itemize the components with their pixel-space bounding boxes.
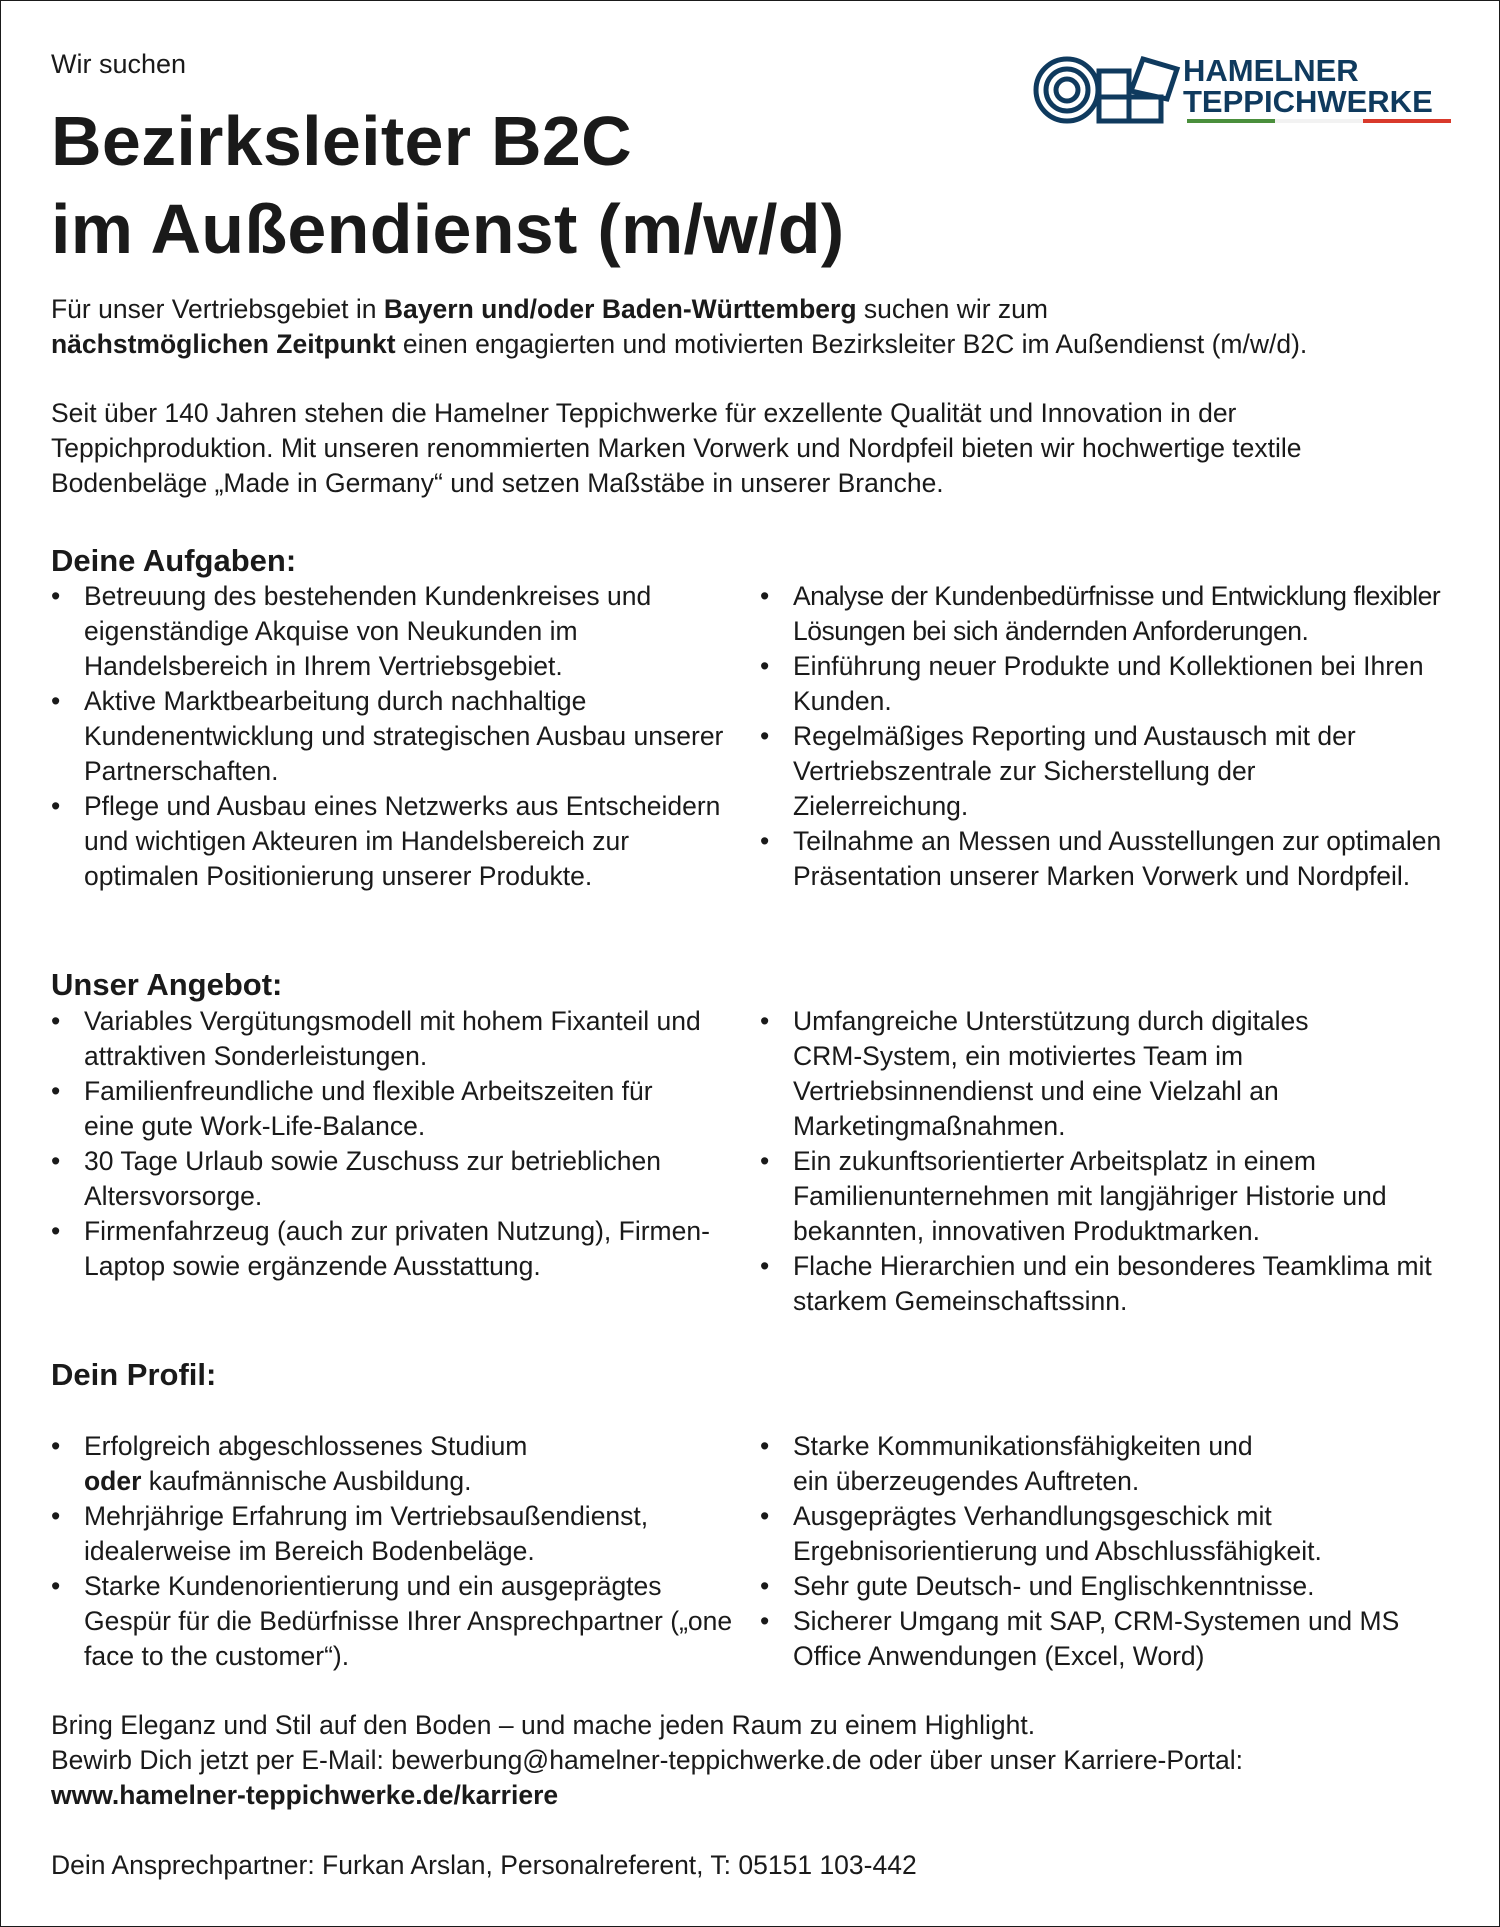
intro-label: Wir suchen <box>51 49 187 79</box>
job-title-line-2: im Außendienst (m/w/d) <box>51 190 845 268</box>
company-paragraph: Seit über 140 Jahren stehen die Hamelner Teppichwerke für exzellente Qualität und Innovation in der Teppichproduktion. Mit unseren renommierten Marken Vorwerk und Nordpfeil bieten wir hochwertige textile Bodenbeläge „Made in Germany“ und setzen Maßstäbe in unserer Branche. <box>51 398 1302 498</box>
company-logo <box>1031 47 1451 129</box>
profil-right-list <box>760 1429 1460 1674</box>
list-item: • Erfolgreich abgeschlossenes Studium oder kaufmännische Ausbildung. <box>51 1429 751 1499</box>
job-title-line-1: Bezirksleiter B2C <box>51 102 632 180</box>
list-item: • Teilnahme an Messen und Ausstellungen zur optimalen Präsentation unserer Marken Vorwerk und Nordpfeil. <box>760 824 1460 894</box>
career-portal-link[interactable]: www.hamelner-teppichwerke.de/karriere <box>51 1780 559 1810</box>
list-item: • Firmenfahrzeug (auch zur privaten Nutzung), Firmen-Laptop sowie ergänzende Ausstattung. <box>51 1214 751 1284</box>
list-item: • Starke Kundenorientierung und ein ausgeprägtes Gespür für die Bedürfnisse Ihrer Ansprechpartner („one face to the customer“). <box>51 1569 751 1674</box>
angebot-right-list <box>760 1004 1460 1319</box>
start-date-highlight: nächstmöglichen Zeitpunkt <box>51 329 396 359</box>
list-item: • Aktive Marktbearbeitung durch nachhaltige Kundenentwicklung und strategischen Ausbau unserer Partnerschaften. <box>51 684 741 789</box>
profil-left-list <box>51 1429 751 1674</box>
slogan: Bring Eleganz und Stil auf den Boden – und mache jeden Raum zu einem Highlight. <box>51 1710 1036 1740</box>
list-item: • Ausgeprägtes Verhandlungsgeschick mit Ergebnisorientierung und Abschlussfähigkeit. <box>760 1499 1460 1569</box>
list-item: • Regelmäßiges Reporting und Austausch mit der Vertriebszentrale zur Sicherstellung der Zielerreichung. <box>760 719 1373 824</box>
logo-bar-green <box>1187 119 1275 123</box>
list-item: • Sicherer Umgang mit SAP, CRM-Systemen und MS Office Anwendungen (Excel, Word) <box>760 1604 1460 1674</box>
logo-mark-icon <box>1031 47 1181 129</box>
logo-wordmark <box>1183 55 1433 117</box>
list-item: • 30 Tage Urlaub sowie Zuschuss zur betrieblichen Altersvorsorge. <box>51 1144 751 1214</box>
list-item: • Ein zukunftsorientierter Arbeitsplatz in einem Familienunternehmen mit langjähriger Historie und bekannten, innovativen Produktmarken. <box>760 1144 1460 1249</box>
list-item: • Variables Vergütungsmodell mit hohem Fixanteil und attraktiven Sonderleistungen. <box>51 1004 751 1074</box>
list-item: • Sehr gute Deutsch- und Englischkenntnisse. <box>760 1569 1460 1604</box>
section-heading-profil: Dein Profil: <box>51 1357 217 1392</box>
job-title <box>51 97 844 273</box>
list-item: • Betreuung des bestehenden Kundenkreises und eigenständige Akquise von Neukunden im Handelsbereich in Ihrem Vertriebsgebiet. <box>51 579 741 684</box>
logo-bar-red <box>1363 119 1451 123</box>
angebot-left-list <box>51 1004 751 1284</box>
contact-person: Dein Ansprechpartner: Furkan Arslan, Personalreferent, T: 05151 103-442 <box>51 1850 917 1880</box>
list-item: • Mehrjährige Erfahrung im Vertriebsaußendienst, idealerweise im Bereich Bodenbeläge. <box>51 1499 751 1569</box>
list-item: • Einführung neuer Produkte und Kollektionen bei Ihren Kunden. <box>760 649 1460 719</box>
logo-color-bar <box>1187 119 1451 123</box>
aufgaben-left-list <box>51 579 741 894</box>
logo-bar-white <box>1275 119 1363 123</box>
list-item: • Starke Kommunikationsfähigkeiten und ein überzeugendes Auftreten. <box>760 1429 1293 1499</box>
intro-paragraph: Für unser Vertriebsgebiet in Bayern und/oder Baden-Württemberg suchen wir zum nächstmöglichen Zeitpunkt einen engagierten und motivierten Bezirksleiter B2C im Außendienst (m/w/d). <box>51 294 1308 359</box>
logo-line-1: HAMELNER <box>1183 53 1359 88</box>
list-item: • Umfangreiche Unterstützung durch digitales CRM-System, ein motiviertes Team im Vertriebsinnendienst und eine Vielzahl an Marketingmaßnahmen. <box>760 1004 1313 1144</box>
apply-instructions[interactable]: Bewirb Dich jetzt per E-Mail: bewerbung@hamelner-teppichwerke.de oder über unser Karriere-Portal: <box>51 1745 1243 1775</box>
section-heading-angebot: Unser Angebot: <box>51 967 283 1002</box>
application-block <box>51 1708 1461 1813</box>
list-item: • Analyse der Kundenbedürfnisse und Entwicklung flexibler Lösungen bei sich ändernden Anforderungen. <box>760 579 1460 649</box>
list-item: • Flache Hierarchien und ein besonderes Teamklima mit starkem Gemeinschaftssinn. <box>760 1249 1460 1319</box>
logo-line-2: TEPPICHWERKE <box>1183 84 1433 119</box>
list-item: • Familienfreundliche und flexible Arbeitszeiten für eine gute Work-Life-Balance. <box>51 1074 704 1144</box>
aufgaben-right-list <box>760 579 1460 894</box>
list-item: • Pflege und Ausbau eines Netzwerks aus Entscheidern und wichtigen Akteuren im Handelsbereich zur optimalen Positionierung unserer Produkte. <box>51 789 741 894</box>
section-heading-aufgaben: Deine Aufgaben: <box>51 543 297 578</box>
region-highlight: Bayern und/oder Baden-Württemberg <box>383 294 857 324</box>
